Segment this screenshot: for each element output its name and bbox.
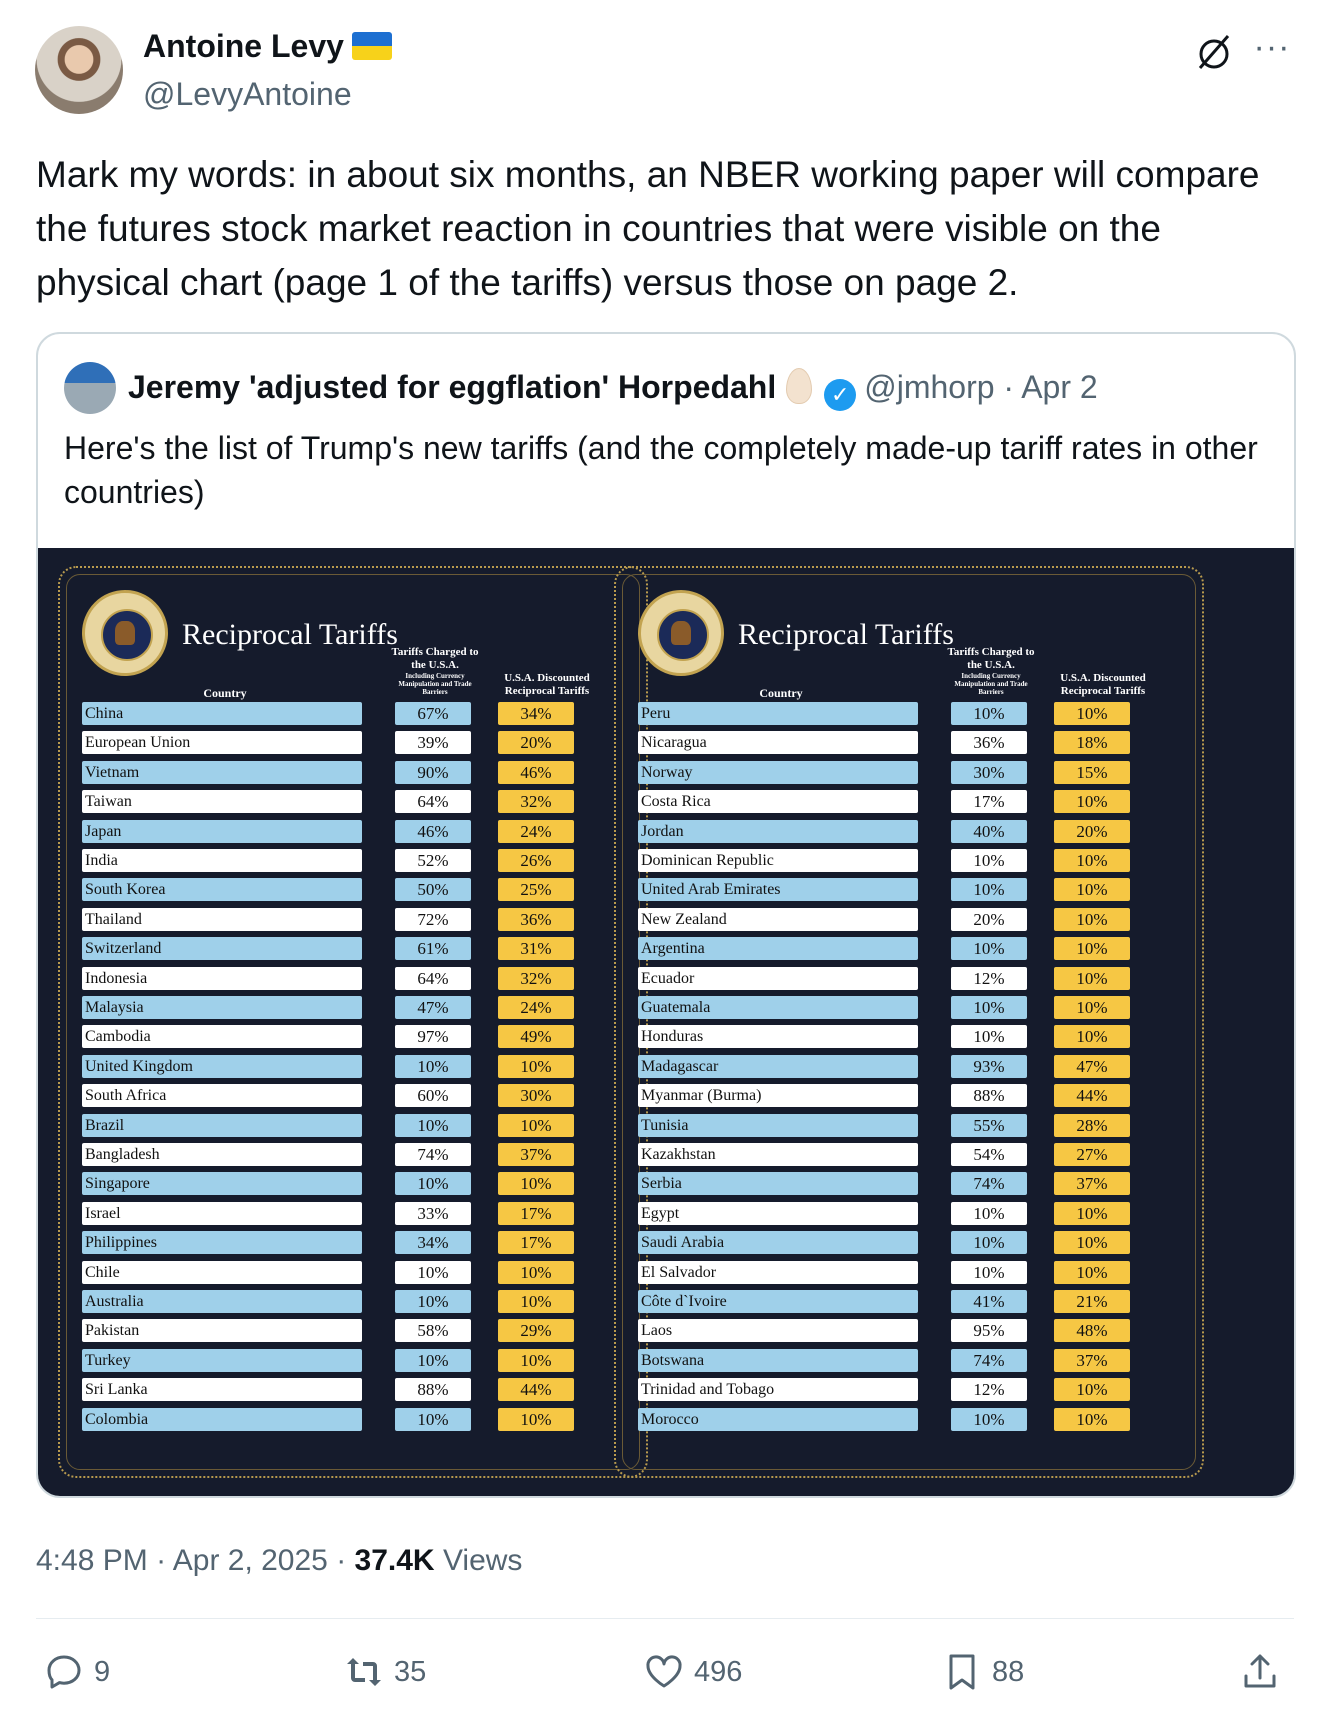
country-name: Tunisia [638, 1114, 918, 1137]
tariff-discounted: 10% [1054, 1202, 1130, 1225]
tariff-discounted: 10% [498, 1408, 574, 1431]
tariff-charged: 36% [951, 731, 1027, 754]
tariff-charged: 64% [395, 790, 471, 813]
country-name: Egypt [638, 1202, 918, 1225]
bookmark-icon [942, 1652, 982, 1692]
quote-header [128, 368, 1098, 411]
tariff-charged: 55% [951, 1114, 1027, 1137]
tariff-row [60, 967, 620, 990]
country-name: Saudi Arabia [638, 1231, 918, 1254]
views-label: Views [442, 1544, 523, 1577]
tariff-charged: 34% [395, 1231, 471, 1254]
header-discounted: U.S.A. Discounted Reciprocal Tariffs [504, 672, 590, 697]
tariff-row [60, 702, 620, 725]
tariff-discounted: 10% [498, 1290, 574, 1313]
action-bar [0, 1650, 1328, 1700]
tariff-discounted: 29% [498, 1319, 574, 1342]
egg-icon [786, 368, 812, 404]
tariff-discounted: 37% [1054, 1172, 1130, 1195]
country-name: Guatemala [638, 996, 918, 1019]
tariff-charged: 74% [951, 1172, 1027, 1195]
tariff-charged: 10% [951, 1025, 1027, 1048]
country-name: Dominican Republic [638, 849, 918, 872]
country-name: Cambodia [82, 1025, 362, 1048]
tariff-charged: 41% [951, 1290, 1027, 1313]
tariff-discounted: 18% [1054, 731, 1130, 754]
country-name: Argentina [638, 937, 918, 960]
country-name: Norway [638, 761, 918, 784]
tariff-row [60, 878, 620, 901]
tariff-row [616, 1114, 1176, 1137]
tariff-charged: 30% [951, 761, 1027, 784]
author-name-text[interactable]: Antoine Levy [143, 28, 344, 64]
country-name: Nicaragua [638, 731, 918, 754]
tariff-discounted: 20% [1054, 820, 1130, 843]
tariff-row [60, 1408, 620, 1431]
country-name: Turkey [82, 1349, 362, 1372]
tariff-discounted: 10% [1054, 996, 1130, 1019]
tariff-row [616, 967, 1176, 990]
country-name: Australia [82, 1290, 362, 1313]
tariff-charged: 20% [951, 908, 1027, 931]
tariff-discounted: 44% [498, 1378, 574, 1401]
author-avatar[interactable] [35, 26, 123, 114]
country-name: Madagascar [638, 1055, 918, 1078]
tariff-row [616, 1408, 1176, 1431]
country-name: Myanmar (Burma) [638, 1084, 918, 1107]
reply-icon [44, 1652, 84, 1692]
tariff-discounted: 32% [498, 967, 574, 990]
country-name: Côte d`Ivoire [638, 1290, 918, 1313]
tariff-row [616, 1319, 1176, 1342]
tariff-charged: 52% [395, 849, 471, 872]
country-name: Malaysia [82, 996, 362, 1019]
quote-author-handle[interactable]: @jmhorp [864, 369, 995, 405]
tariff-charged: 58% [395, 1319, 471, 1342]
tariff-charged: 72% [395, 908, 471, 931]
tariff-discounted: 10% [498, 1349, 574, 1372]
tariff-panel-page1 [58, 566, 648, 1478]
country-name: Morocco [638, 1408, 918, 1431]
author-name[interactable] [143, 28, 392, 65]
tariff-row [616, 1378, 1176, 1401]
tariff-charged: 50% [395, 878, 471, 901]
tariff-row [60, 731, 620, 754]
meta-separator: · [147, 1544, 173, 1577]
tariff-row [616, 731, 1176, 754]
tariff-panel-page2 [614, 566, 1204, 1478]
presidential-seal-icon [82, 590, 168, 676]
header-country: Country [203, 686, 247, 700]
tariff-charged: 33% [395, 1202, 471, 1225]
header-charged: Tariffs Charged to the U.S.A. Including Currency Manipulation and Trade Barriers [947, 646, 1035, 696]
country-name: Israel [82, 1202, 362, 1225]
ukraine-flag-icon [352, 32, 392, 60]
tariff-chart-image[interactable] [38, 548, 1294, 1496]
tariff-row [616, 878, 1176, 901]
tariff-discounted: 10% [1054, 908, 1130, 931]
tariff-row [616, 761, 1176, 784]
country-name: Pakistan [82, 1319, 362, 1342]
tariff-charged: 10% [395, 1055, 471, 1078]
tariff-charged: 97% [395, 1025, 471, 1048]
tariff-row [616, 1055, 1176, 1078]
country-name: Peru [638, 702, 918, 725]
tariff-row [60, 908, 620, 931]
tariff-charged: 10% [951, 1231, 1027, 1254]
tariff-discounted: 36% [498, 908, 574, 931]
tariff-row [60, 1202, 620, 1225]
tariff-discounted: 10% [498, 1114, 574, 1137]
tariff-row [616, 1261, 1176, 1284]
tariff-discounted: 47% [1054, 1055, 1130, 1078]
tariff-discounted: 37% [1054, 1349, 1130, 1372]
country-name: Bangladesh [82, 1143, 362, 1166]
presidential-seal-icon [638, 590, 724, 676]
share-icon [1240, 1652, 1280, 1692]
tariff-row [616, 1025, 1176, 1048]
tariff-discounted: 32% [498, 790, 574, 813]
tariff-row [616, 849, 1176, 872]
header-discounted: U.S.A. Discounted Reciprocal Tariffs [1060, 672, 1146, 697]
tariff-charged: 74% [951, 1349, 1027, 1372]
tweet-meta [36, 1544, 522, 1578]
tariff-discounted: 20% [498, 731, 574, 754]
quote-date[interactable]: Apr 2 [1021, 369, 1098, 405]
country-name: Costa Rica [638, 790, 918, 813]
tariff-discounted: 10% [1054, 849, 1130, 872]
country-name: El Salvador [638, 1261, 918, 1284]
tariff-discounted: 46% [498, 761, 574, 784]
tariff-row [60, 1319, 620, 1342]
tariff-row [60, 820, 620, 843]
tariff-discounted: 10% [1054, 1408, 1130, 1431]
tariff-charged: 67% [395, 702, 471, 725]
tariff-row [60, 1172, 620, 1195]
bookmark-count: 88 [992, 1655, 1025, 1688]
meta-separator: · [327, 1544, 355, 1577]
tariff-discounted: 10% [1054, 1025, 1130, 1048]
tariff-discounted: 24% [498, 820, 574, 843]
tariff-row [60, 1349, 620, 1372]
tariff-charged: 10% [951, 937, 1027, 960]
country-name: Taiwan [82, 790, 362, 813]
country-name: Thailand [82, 908, 362, 931]
tariff-charged: 10% [951, 1408, 1027, 1431]
tariff-row [616, 996, 1176, 1019]
tariff-discounted: 25% [498, 878, 574, 901]
country-name: Philippines [82, 1231, 362, 1254]
tariff-discounted: 10% [498, 1261, 574, 1284]
country-name: United Kingdom [82, 1055, 362, 1078]
quote-text: Here's the list of Trump's new tariffs (and the completely made-up tariff rates in other countries) [64, 430, 1258, 510]
views-count: 37.4K [354, 1544, 435, 1577]
tariff-row [616, 937, 1176, 960]
tariff-row [60, 1290, 620, 1313]
panel-title: Reciprocal Tariffs [182, 618, 398, 651]
country-name: Serbia [638, 1172, 918, 1195]
tariff-charged: 61% [395, 937, 471, 960]
tariff-row [60, 1378, 620, 1401]
tariff-row [60, 1261, 620, 1284]
tariff-discounted: 28% [1054, 1114, 1130, 1137]
tariff-discounted: 44% [1054, 1084, 1130, 1107]
country-name: European Union [82, 731, 362, 754]
tariff-row [616, 1290, 1176, 1313]
tariff-discounted: 17% [498, 1202, 574, 1225]
divider [36, 1618, 1294, 1619]
tariff-row [60, 996, 620, 1019]
share-button[interactable] [1240, 1650, 1280, 1694]
tariff-row [60, 1231, 620, 1254]
like-button[interactable] [644, 1650, 742, 1694]
tariff-row [616, 1143, 1176, 1166]
header-charged: Tariffs Charged to the U.S.A. Including Currency Manipulation and Trade Barriers [391, 646, 479, 696]
tariff-charged: 17% [951, 790, 1027, 813]
tariff-row [60, 849, 620, 872]
tariff-charged: 64% [395, 967, 471, 990]
tariff-row [60, 1143, 620, 1166]
header-country: Country [759, 686, 803, 700]
more-options-icon[interactable]: ··· [1253, 28, 1291, 66]
country-name: Singapore [82, 1172, 362, 1195]
quote-author-name[interactable]: Jeremy 'adjusted for eggflation' Horpedahl [128, 369, 777, 405]
tariff-charged: 88% [395, 1378, 471, 1401]
tariff-discounted: 10% [498, 1055, 574, 1078]
tariff-discounted: 17% [498, 1231, 574, 1254]
author-handle[interactable]: @LevyAntoine [143, 76, 352, 112]
tariff-row [60, 761, 620, 784]
tariff-charged: 90% [395, 761, 471, 784]
tariff-charged: 10% [951, 702, 1027, 725]
country-name: Jordan [638, 820, 918, 843]
tariff-discounted: 10% [1054, 702, 1130, 725]
tariff-charged: 88% [951, 1084, 1027, 1107]
tariff-discounted: 48% [1054, 1319, 1130, 1342]
tariff-discounted: 10% [1054, 790, 1130, 813]
tariff-charged: 10% [395, 1349, 471, 1372]
country-name: Trinidad and Tobago [638, 1378, 918, 1401]
repost-icon [344, 1652, 384, 1692]
quoted-tweet[interactable] [36, 332, 1296, 1498]
bookmark-button[interactable] [942, 1650, 1024, 1694]
verified-badge-icon: ✓ [824, 379, 856, 411]
quote-author-avatar[interactable] [64, 362, 116, 414]
country-name: Ecuador [638, 967, 918, 990]
tariff-discounted: 34% [498, 702, 574, 725]
tariff-row [616, 1231, 1176, 1254]
tariff-row [60, 1114, 620, 1137]
tariff-charged: 10% [395, 1261, 471, 1284]
tariff-row [60, 790, 620, 813]
country-name: South Korea [82, 878, 362, 901]
country-name: South Africa [82, 1084, 362, 1107]
tariff-discounted: 49% [498, 1025, 574, 1048]
reply-count: 9 [94, 1655, 111, 1688]
tariff-discounted: 10% [1054, 1231, 1130, 1254]
repost-count: 35 [394, 1655, 427, 1688]
country-name: Botswana [638, 1349, 918, 1372]
tariff-charged: 60% [395, 1084, 471, 1107]
country-name: Honduras [638, 1025, 918, 1048]
country-name: Indonesia [82, 967, 362, 990]
tariff-charged: 39% [395, 731, 471, 754]
country-name: Switzerland [82, 937, 362, 960]
tariff-charged: 10% [951, 996, 1027, 1019]
country-name: Japan [82, 820, 362, 843]
tariff-charged: 95% [951, 1319, 1027, 1342]
country-name: Brazil [82, 1114, 362, 1137]
tariff-row [60, 1084, 620, 1107]
tariff-discounted: 15% [1054, 761, 1130, 784]
tariff-charged: 10% [395, 1290, 471, 1313]
country-name: India [82, 849, 362, 872]
tariff-row [616, 820, 1176, 843]
tariff-discounted: 10% [498, 1172, 574, 1195]
country-name: Chile [82, 1261, 362, 1284]
tariff-discounted: 10% [1054, 967, 1130, 990]
tariff-row [60, 937, 620, 960]
country-name: Vietnam [82, 761, 362, 784]
country-name: Kazakhstan [638, 1143, 918, 1166]
country-name: Colombia [82, 1408, 362, 1431]
tariff-charged: 10% [395, 1408, 471, 1431]
tariff-discounted: 10% [1054, 878, 1130, 901]
tariff-charged: 12% [951, 967, 1027, 990]
tariff-row [616, 908, 1176, 931]
reply-button[interactable] [44, 1650, 110, 1694]
tweet-time[interactable]: 4:48 PM [36, 1544, 148, 1577]
repost-button[interactable] [344, 1650, 426, 1694]
tariff-discounted: 31% [498, 937, 574, 960]
like-count: 496 [694, 1655, 743, 1688]
tariff-row [616, 1172, 1176, 1195]
tariff-charged: 10% [951, 878, 1027, 901]
grok-icon[interactable] [1192, 30, 1236, 74]
heart-icon [644, 1652, 684, 1692]
tariff-charged: 10% [395, 1114, 471, 1137]
tariff-row [616, 702, 1176, 725]
tariff-row [616, 790, 1176, 813]
tweet-date[interactable]: Apr 2, 2025 [172, 1544, 328, 1577]
country-name: Laos [638, 1319, 918, 1342]
tariff-charged: 40% [951, 820, 1027, 843]
tariff-row [616, 1349, 1176, 1372]
tariff-charged: 10% [951, 849, 1027, 872]
tariff-discounted: 10% [1054, 1378, 1130, 1401]
tariff-row [616, 1202, 1176, 1225]
tariff-discounted: 37% [498, 1143, 574, 1166]
country-name: Sri Lanka [82, 1378, 362, 1401]
tariff-row [616, 1084, 1176, 1107]
tariff-row [60, 1025, 620, 1048]
tariff-discounted: 30% [498, 1084, 574, 1107]
tariff-charged: 10% [951, 1261, 1027, 1284]
country-name: China [82, 702, 362, 725]
tariff-charged: 12% [951, 1378, 1027, 1401]
country-name: United Arab Emirates [638, 878, 918, 901]
tariff-charged: 47% [395, 996, 471, 1019]
country-name: New Zealand [638, 908, 918, 931]
tweet-text: Mark my words: in about six months, an NBER working paper will compare the futures stock market reaction in countries that were visible on the physical chart (page 1 of the tariffs) versus those on page 2. [36, 154, 1260, 303]
quote-separator: · [994, 369, 1022, 405]
tariff-row [60, 1055, 620, 1078]
tariff-charged: 74% [395, 1143, 471, 1166]
tariff-charged: 46% [395, 820, 471, 843]
tariff-discounted: 26% [498, 849, 574, 872]
panel-title: Reciprocal Tariffs [738, 618, 954, 651]
tariff-charged: 54% [951, 1143, 1027, 1166]
tariff-charged: 10% [395, 1172, 471, 1195]
tariff-discounted: 27% [1054, 1143, 1130, 1166]
tariff-discounted: 21% [1054, 1290, 1130, 1313]
tariff-discounted: 10% [1054, 937, 1130, 960]
tariff-charged: 93% [951, 1055, 1027, 1078]
tariff-discounted: 10% [1054, 1261, 1130, 1284]
tariff-charged: 10% [951, 1202, 1027, 1225]
tariff-discounted: 24% [498, 996, 574, 1019]
